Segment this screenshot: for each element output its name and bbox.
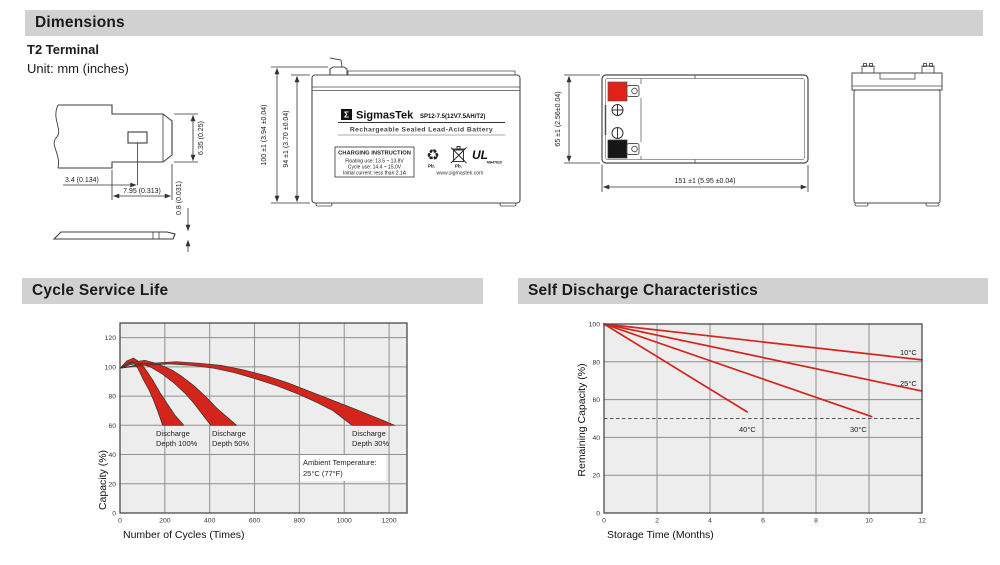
x-tick-label: 0 [118, 517, 122, 525]
logo-sigma: Σ [343, 109, 350, 120]
top-view-drawing [555, 57, 830, 207]
positive-terminal-red [608, 82, 627, 101]
side-view-drawing [848, 57, 948, 212]
band-label: Depth 30% [352, 439, 390, 448]
battery-label [335, 109, 505, 177]
terminal-type-label: T2 Terminal [27, 42, 100, 57]
website-text: www.sigmastek.com [436, 170, 484, 177]
x-tick-label: 200 [159, 517, 171, 525]
dim-blade-height: 6.35 (0.25) [198, 121, 205, 155]
x-axis-title: Storage Time (Months) [607, 529, 714, 541]
x-tick-label: 0 [602, 517, 606, 525]
series-label-25c: 25°C [900, 379, 917, 388]
dim-blade-width: 7.95 (0.313) [123, 188, 161, 195]
series-label-30c: 30°C [850, 425, 867, 434]
side-terminal-left [862, 64, 874, 74]
side-terminal-right [922, 64, 934, 74]
terminal-side-strip [54, 232, 175, 239]
y-axis-title: Capacity (%) [97, 449, 109, 511]
brand-name: SigmasTek [356, 109, 414, 122]
ambient-note: 25°C (77°F) [303, 469, 343, 478]
section-header-dimensions [25, 10, 983, 36]
terminal-detail-drawing [35, 88, 260, 253]
charging-line-2: Cycle use: 14.4 ~ 15.0V [347, 164, 402, 171]
unit-note: Unit: mm (inches) [27, 61, 129, 76]
side-view-outline [852, 64, 942, 207]
band-label: Discharge [352, 429, 386, 438]
recycle-pb-icon: ♻ [426, 147, 440, 164]
y-tick-label: 100 [588, 321, 600, 329]
front-view-drawing [258, 57, 526, 253]
front-dim-lines [271, 67, 328, 203]
section-title: Dimensions [35, 14, 125, 31]
dim-height-body: 94 ±1 (3.70 ±0.04) [283, 110, 290, 168]
x-tick-label: 2 [655, 517, 659, 525]
band-label: Depth 50% [212, 439, 250, 448]
terminal-hole [128, 132, 147, 143]
series-label-40c: 40°C [739, 425, 756, 434]
crossed-bin-pb-icon [451, 147, 467, 164]
y-tick-label: 20 [108, 481, 116, 489]
x-tick-label: 6 [761, 517, 765, 525]
x-tick-label: 800 [293, 517, 306, 525]
y-tick-label: 40 [108, 452, 116, 460]
x-tick-label: 1200 [381, 517, 397, 525]
dim-width: 65 ±1 (2.56±0.04) [555, 91, 562, 147]
y-axis-title: Remaining Capacity (%) [576, 363, 588, 477]
y-tick-label: 40 [592, 434, 600, 442]
x-tick-label: 8 [814, 517, 818, 525]
band-label: Discharge [212, 429, 246, 438]
section-header-cycle-life [22, 278, 483, 304]
y-tick-label: 60 [592, 397, 600, 405]
charging-line-3: Initial current: less than 2.1A [342, 170, 407, 177]
section-title: Self Discharge Characteristics [528, 282, 758, 299]
dim-height-overall: 100 ±1 (3.94 ±0.04) [261, 104, 268, 166]
x-tick-label: 1000 [336, 517, 352, 525]
y-tick-label: 0 [112, 510, 116, 518]
dim-hole-offset: 3.4 (0.134) [65, 177, 99, 184]
negative-terminal-symbol [612, 128, 623, 139]
band-label: Depth 100% [156, 439, 198, 448]
y-tick-label: 120 [104, 335, 116, 343]
x-axis-title: Number of Cycles (Times) [123, 529, 245, 541]
section-header-self-discharge [518, 278, 988, 304]
negative-terminal-black [608, 140, 627, 158]
ambient-note: Ambient Temperature: [303, 458, 377, 467]
x-tick-label: 600 [248, 517, 261, 525]
recycle-pb-label: Pb. [428, 163, 436, 169]
y-tick-label: 80 [108, 393, 116, 401]
x-tick-label: 12 [918, 517, 926, 525]
ul-file-number: MH47629 [487, 160, 502, 165]
x-tick-label: 4 [708, 517, 712, 525]
battery-type-line: Rechargeable Sealed Lead-Acid Battery [349, 126, 494, 134]
charging-title: CHARGING INSTRUCTION [338, 150, 411, 157]
dim-thickness: 0.8 (0.031) [176, 181, 183, 215]
y-tick-label: 60 [108, 422, 116, 430]
self-discharge-chart [555, 320, 985, 548]
band-label: Discharge [156, 429, 190, 438]
charging-line-1: Floating use: 13.5 ~ 13.8V [345, 158, 404, 165]
terminal-outline [54, 105, 175, 239]
x-tick-label: 400 [204, 517, 216, 525]
terminal-tabs [627, 86, 639, 155]
y-tick-label: 0 [596, 510, 600, 518]
series-label-10c: 10°C [900, 348, 917, 357]
dim-length: 151 ±1 (5.95 ±0.04) [674, 178, 736, 185]
x-tick-label: 10 [865, 517, 873, 525]
cycle-service-life-chart [95, 320, 455, 548]
section-title: Cycle Service Life [32, 282, 169, 299]
y-tick-label: 20 [592, 472, 600, 480]
bin-pb-label: Pb. [454, 163, 463, 169]
ul-mark-icon: UL [472, 148, 488, 162]
model-number: SP12-7.5(12V7.5AH/T2) [420, 114, 486, 120]
y-tick-label: 100 [104, 364, 116, 372]
front-terminal [330, 67, 347, 75]
top-view-dim-lines [564, 75, 808, 192]
positive-terminal-symbol [612, 105, 623, 116]
y-tick-label: 80 [592, 359, 600, 367]
